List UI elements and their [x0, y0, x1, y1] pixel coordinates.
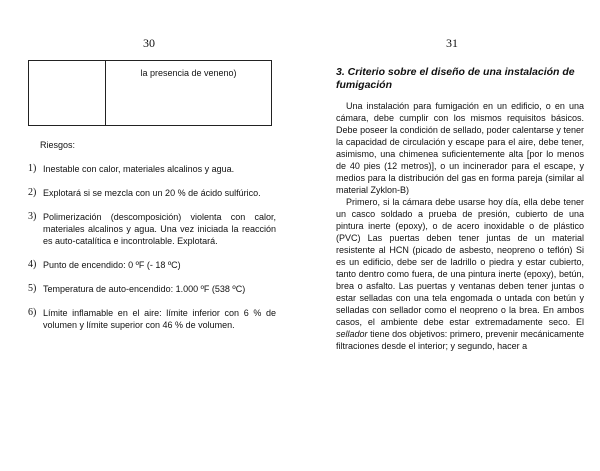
risk-item [28, 283, 276, 295]
risk-item [28, 211, 276, 247]
left-page [28, 60, 276, 331]
risk-item [28, 187, 276, 199]
risk-number: 1) [28, 163, 37, 174]
data-table [28, 60, 272, 126]
risk-number: 2) [28, 187, 37, 198]
table-cell-empty [29, 61, 106, 125]
paragraph-2-italic: sellador [336, 329, 368, 339]
paragraph-2-text: Primero, si la cámara debe usarse hoy día, ella debe tener un casco soldado a prueba de presión, cubierto de una pintura inerte (epoxy), o de acero inoxidable o de plástico (PVC) Las puertas deben tener juntas de un material resistente al HCN (picado de asbesto, neopreno o teflón) Si es un edificio, debe ser de ladrillo o piedra y estar cubierto, tanto dentro como fuera, de una pintura inerte (epoxy), betún, brea o asfalto. Las puertas y ventanas deben tener juntas o estar selladas con una tela engomada o untada con betún y selladas con sellador como el neopreno o la brea. En ambos casos, el ambiente debe estar extremadamente seco. El [336, 197, 584, 327]
risk-item [28, 307, 276, 331]
page-number-left: 30 [143, 36, 155, 50]
risk-number: 4) [28, 259, 37, 270]
risk-text: Límite inflamable en el aire: límite inferior con 6 % de volumen y límite superior con 46 % de volumen. [43, 308, 276, 330]
risk-item [28, 163, 276, 175]
right-page [336, 66, 584, 352]
paragraph-2 [336, 196, 584, 352]
table-cell-text: la presencia de veneno) [140, 68, 237, 78]
risk-text: Polimerización (descomposición) violenta con calor, materiales alcalinos y agua. Una vez iniciada la reacción es auto-catalítica e incontrolable. Explotará. [43, 212, 276, 246]
paragraph-1: Una instalación para fumigación en un edificio, o en una cámara, debe cumplir con los mismos requisitos básicos. Debe poseer la condición de sellado, poder calentarse y tener la capacidad de circulación y escape para el aire, debe tener, asimismo, una chimenea suficientemente alta [por lo menos de 40 pies (12 metros)], o un incinerador para el escape, y medios para la distribución del gas en forma pareja (similar al material Zyklon-B) [336, 101, 584, 195]
risk-text: Explotará si se mezcla con un 20 % de ácido sulfúrico. [43, 188, 261, 198]
risk-text: Punto de encendido: 0 ºF (- 18 ºC) [43, 260, 181, 270]
section-heading: 3. Criterio sobre el diseño de una instalación de fumigación [336, 66, 575, 91]
risk-text: Temperatura de auto-encendido: 1.000 ºF (538 ºC) [43, 284, 246, 294]
riesgos-label: Riesgos: [40, 140, 76, 150]
paragraph-2-text-end: tiene dos objetivos: primero, prevenir mecánicamente filtraciones desde el interior; y segundo, hacer a [336, 329, 584, 351]
page-number-right: 31 [446, 36, 458, 50]
risk-item [28, 259, 276, 271]
risk-list [28, 163, 276, 331]
risk-number: 5) [28, 283, 37, 294]
risk-text: Inestable con calor, materiales alcalinos y agua. [43, 164, 235, 174]
risk-number: 6) [28, 307, 37, 318]
risk-number: 3) [28, 211, 37, 222]
